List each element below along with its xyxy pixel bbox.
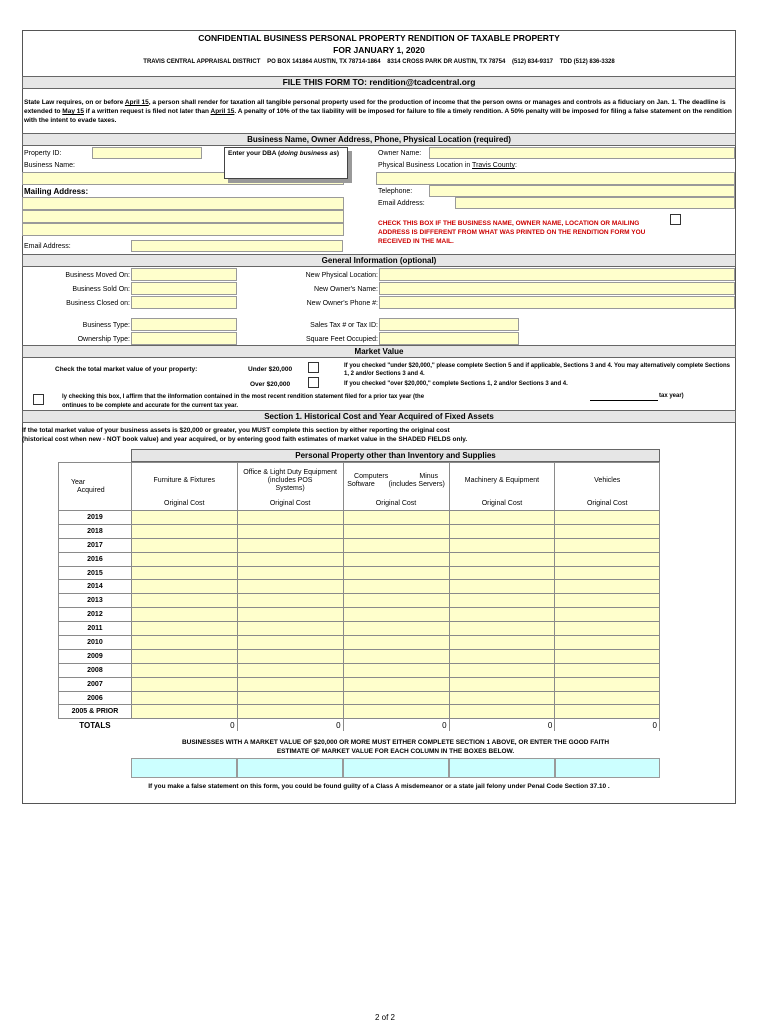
- cost-input-cell[interactable]: [449, 636, 555, 650]
- business-moved-field[interactable]: [131, 268, 237, 281]
- cost-input-cell[interactable]: [237, 524, 343, 538]
- year-header-line1: Year: [71, 478, 86, 486]
- intro-date3: April 15: [210, 108, 235, 115]
- cost-input-cell[interactable]: [343, 649, 449, 663]
- physical-location-prefix: Physical Business Location in: [378, 162, 473, 169]
- table-row: [59, 552, 660, 566]
- email-address-right-label: Email Address:: [378, 200, 425, 207]
- section1-instructions-line1: If the total market value of your business assets is $20,000 or greater, you MUST complete this section by either reporting the original cost: [22, 427, 450, 434]
- total-value-cell: 0: [131, 719, 237, 731]
- over-20000-note: If you checked "over $20,000," complete Sections 1, 2 and/or Sections 3 and 4.: [344, 381, 568, 387]
- new-owner-phone-field[interactable]: [379, 296, 735, 309]
- table-row: [59, 511, 660, 525]
- sales-tax-id-label: Sales Tax # or Tax ID:: [310, 322, 378, 329]
- totals-label: TOTALS: [59, 719, 132, 731]
- original-cost-header: Original Cost: [237, 499, 343, 511]
- cost-input-cell[interactable]: [237, 511, 343, 525]
- cost-input-cell[interactable]: [237, 663, 343, 677]
- telephone-label: Telephone:: [378, 188, 413, 195]
- cost-input-cell[interactable]: [131, 566, 237, 580]
- cost-input-cell[interactable]: [237, 622, 343, 636]
- cost-input-cell[interactable]: [131, 580, 237, 594]
- cost-input-cell[interactable]: [555, 538, 660, 552]
- table-row: [59, 622, 660, 636]
- business-sold-label: Business Sold On:: [72, 286, 130, 293]
- cost-input-cell[interactable]: [343, 524, 449, 538]
- column-header-text: Software (includes Servers): [347, 480, 445, 488]
- original-cost-header: Original Cost: [343, 499, 449, 511]
- section1-instructions-line2: (historical cost when new - NOT book value) and year acquired, or by entering good faith estimates of market value in the SHADED FIELDS only.: [22, 436, 468, 443]
- table-row: [59, 580, 660, 594]
- over-20000-label: Over $20,000: [250, 381, 291, 388]
- cost-input-cell[interactable]: [449, 552, 555, 566]
- square-feet-label: Square Feet Occupied:: [306, 336, 378, 343]
- intro-part1: State Law requires, on or before: [24, 99, 125, 106]
- owner-name-label: Owner Name:: [378, 150, 422, 157]
- cost-input-cell[interactable]: [131, 511, 237, 525]
- estimate-note-line1: BUSINESSES WITH A MARKET VALUE OF $20,000 OR MORE MUST EITHER COMPLETE SECTION 1 ABOVE, OR ENTER THE GOOD FAITH: [181, 739, 610, 746]
- column-header-text: Furniture & Fixtures: [153, 476, 215, 484]
- district-address-line: [22, 59, 736, 65]
- original-cost-header: Original Cost: [131, 499, 237, 511]
- year-cell: 2009: [59, 649, 132, 663]
- business-type-field[interactable]: [131, 318, 237, 331]
- cost-input-cell[interactable]: [343, 511, 449, 525]
- telephone-field[interactable]: [429, 185, 735, 197]
- cost-input-cell[interactable]: [237, 677, 343, 691]
- cost-input-cell[interactable]: [449, 538, 555, 552]
- original-cost-header: Original Cost: [555, 499, 660, 511]
- year-cell: 2006: [59, 691, 132, 705]
- form-title: [22, 33, 736, 55]
- cost-input-cell[interactable]: [131, 622, 237, 636]
- sales-tax-id-field[interactable]: [379, 318, 519, 331]
- cost-input-cell[interactable]: [343, 691, 449, 705]
- table-row: [59, 538, 660, 552]
- business-closed-field[interactable]: [131, 296, 237, 309]
- intro-part3: if a written request is filed not later than: [83, 108, 211, 115]
- cost-input-cell[interactable]: [237, 566, 343, 580]
- general-info-heading: General Information (optional): [22, 254, 736, 267]
- intro-paragraph: [24, 98, 732, 125]
- table-row: [59, 677, 660, 691]
- total-value-cell: 0: [555, 719, 660, 731]
- table-row: [59, 524, 660, 538]
- column-header-3: [449, 463, 555, 499]
- table-row: [59, 608, 660, 622]
- mailing-address-label: Mailing Address:: [24, 187, 89, 196]
- cost-input-cell[interactable]: [555, 608, 660, 622]
- mailing-address-line1[interactable]: [22, 197, 344, 210]
- po-box: PO BOX 141864 AUSTIN, TX 78714-1864: [267, 59, 381, 65]
- year-cell: 2013: [59, 594, 132, 608]
- column-header-text: Machinery & Equipment: [464, 476, 540, 484]
- cost-input-cell[interactable]: [131, 663, 237, 677]
- year-cell: 2015: [59, 566, 132, 580]
- cost-input-cell[interactable]: [555, 524, 660, 538]
- new-physical-location-label: New Physical Location:: [305, 272, 378, 279]
- physical-location-label: [378, 162, 517, 169]
- physical-location-suffix: :: [514, 162, 517, 169]
- column-header-text: Vehicles: [594, 476, 621, 484]
- estimate-office-field[interactable]: [237, 758, 343, 778]
- info-changed-checkbox[interactable]: [670, 214, 681, 225]
- estimate-note: [131, 738, 660, 756]
- cost-input-cell[interactable]: [343, 705, 449, 719]
- under-20000-checkbox[interactable]: [308, 362, 319, 373]
- intro-part4: . A penalty of 10% of the tax liability will be imposed for failure to file a timely rendition. A 50% penalty will be imposed for filing a false statement on the rendition with the intent to evade taxes.: [24, 108, 732, 124]
- form-title-line1: CONFIDENTIAL BUSINESS PERSONAL PROPERTY RENDITION OF TAXABLE PROPERTY: [198, 33, 560, 43]
- email-address-right-field[interactable]: [455, 197, 735, 209]
- year-cell: 2016: [59, 552, 132, 566]
- form-title-line2: FOR JANUARY 1, 2020: [333, 45, 425, 55]
- cost-input-cell[interactable]: [555, 677, 660, 691]
- cost-input-cell[interactable]: [343, 622, 449, 636]
- column-header-0: [131, 463, 237, 499]
- affirm-text: [62, 393, 582, 411]
- ownership-type-label: Ownership Type:: [77, 336, 130, 343]
- cost-input-cell[interactable]: [343, 566, 449, 580]
- year-acquired-header: [59, 463, 132, 511]
- mailing-address-line3[interactable]: [22, 223, 344, 236]
- intro-date1: April 15: [124, 99, 149, 106]
- mailing-address-line2[interactable]: [22, 210, 344, 223]
- cost-input-cell[interactable]: [131, 691, 237, 705]
- cost-input-cell[interactable]: [555, 552, 660, 566]
- fixed-assets-table: [58, 462, 660, 731]
- cost-input-cell[interactable]: [131, 538, 237, 552]
- cost-input-cell[interactable]: [449, 663, 555, 677]
- cost-input-cell[interactable]: [131, 677, 237, 691]
- cost-input-cell[interactable]: [343, 608, 449, 622]
- total-value-cell: 0: [343, 719, 449, 731]
- cost-input-cell[interactable]: [131, 705, 237, 719]
- street-address: 8314 CROSS PARK DR AUSTIN, TX 78754: [387, 59, 506, 65]
- business-type-label: Business Type:: [82, 322, 130, 329]
- cost-input-cell[interactable]: [131, 594, 237, 608]
- table-row: [59, 636, 660, 650]
- cost-input-cell[interactable]: [131, 552, 237, 566]
- column-header-2: [343, 463, 449, 499]
- year-cell: 2019: [59, 511, 132, 525]
- false-statement-warning: If you make a false statement on this form, you could be found guilty of a Class A misdemeanor or a state jail felony under Penal Code Section 37.10 .: [148, 783, 610, 790]
- estimate-machinery-field[interactable]: [449, 758, 555, 778]
- cost-input-cell[interactable]: [449, 649, 555, 663]
- cost-input-cell[interactable]: [237, 636, 343, 650]
- cost-input-cell[interactable]: [449, 622, 555, 636]
- cost-input-cell[interactable]: [237, 705, 343, 719]
- property-table-heading: Personal Property other than Inventory and Supplies: [131, 449, 660, 462]
- cost-input-cell[interactable]: [449, 677, 555, 691]
- year-cell: 2018: [59, 524, 132, 538]
- table-header-row: [59, 463, 660, 499]
- column-header-text: (includes POS: [267, 476, 313, 484]
- table-row: [59, 705, 660, 719]
- physical-location-county: Travis County: [472, 162, 515, 169]
- table-row: [59, 663, 660, 677]
- owner-section-heading: Business Name, Owner Address, Phone, Physical Location (required): [22, 133, 736, 146]
- new-owner-name-field[interactable]: [379, 282, 735, 295]
- dba-note-italic: doing business as: [280, 150, 337, 157]
- check-notice: CHECK THIS BOX IF THE BUSINESS NAME, OWNER NAME, LOCATION OR MAILING ADDRESS IS DIFFERENT FROM WHAT WAS PRINTED ON THE RENDITION FORM YOU RECEIVED IN THE MAIL.: [378, 220, 646, 245]
- column-header-text: Computers Minus: [354, 472, 439, 480]
- page-number: 2 of 2: [374, 1013, 395, 1022]
- original-cost-header: Original Cost: [449, 499, 555, 511]
- affirm-line1: ly checking this box, I affirm that the ilnformation contained in the most recent rendition statement filed for a prior tax year (the: [62, 394, 425, 400]
- estimate-furniture-field[interactable]: [131, 758, 237, 778]
- cost-input-cell[interactable]: [237, 594, 343, 608]
- year-cell: 2005 & PRIOR: [59, 705, 132, 719]
- tax-year-suffix: tax year): [659, 393, 684, 399]
- cost-input-cell[interactable]: [555, 705, 660, 719]
- cost-input-cell[interactable]: [343, 594, 449, 608]
- under-20000-note: If you checked "under $20,000," please complete Section 5 and if applicable, Sections 3 and 4. You may alternatively complete Sections 1, 2 and/or Sections 3 and 4.: [344, 363, 730, 377]
- ownership-type-field[interactable]: [131, 332, 237, 345]
- cost-input-cell[interactable]: [237, 538, 343, 552]
- cost-input-cell[interactable]: [131, 524, 237, 538]
- cost-input-cell[interactable]: [343, 580, 449, 594]
- dba-note: [224, 147, 348, 179]
- year-cell: 2014: [59, 580, 132, 594]
- year-cell: 2008: [59, 663, 132, 677]
- district-name: TRAVIS CENTRAL APPRAISAL DISTRICT: [143, 59, 261, 65]
- estimate-note-line2: ESTIMATE OF MARKET VALUE FOR EACH COLUMN IN THE BOXES BELOW.: [276, 748, 515, 755]
- square-feet-field[interactable]: [379, 332, 519, 345]
- district-phone: (512) 834-9317: [511, 59, 554, 65]
- under-20000-label: Under $20,000: [248, 366, 293, 373]
- total-value-cell: 0: [449, 719, 555, 731]
- cost-input-cell[interactable]: [343, 636, 449, 650]
- market-value-heading: Market Value: [22, 345, 736, 358]
- cost-input-cell[interactable]: [449, 524, 555, 538]
- dba-note-close: ): [336, 150, 340, 157]
- total-value-cell: 0: [237, 719, 343, 731]
- cost-input-cell[interactable]: [343, 677, 449, 691]
- column-header-text: Office & Light Duty Equipment: [243, 468, 337, 476]
- column-header-1: [237, 463, 343, 499]
- business-moved-label: Business Moved On:: [65, 272, 130, 279]
- file-to-bar: FILE THIS FORM TO: rendition@tcadcentral.org: [22, 76, 736, 89]
- table-row: [59, 649, 660, 663]
- intro-part2: , a person shall render for taxation all tangible personal property used for the production of income that the person owns or manages and controls as a fiduciary on Jan. 1. The deadline is extended to: [24, 99, 726, 115]
- cost-input-cell[interactable]: [555, 622, 660, 636]
- fixed-assets-body: [59, 463, 660, 731]
- cost-input-cell[interactable]: [555, 649, 660, 663]
- cost-input-cell[interactable]: [343, 538, 449, 552]
- cost-input-cell[interactable]: [343, 552, 449, 566]
- affirm-line2: ontinues to be complete and accurate for the current tax year.: [62, 403, 239, 409]
- new-physical-location-field[interactable]: [379, 268, 735, 281]
- totals-row: [59, 719, 660, 731]
- section1-heading: Section 1. Historical Cost and Year Acquired of Fixed Assets: [22, 410, 736, 423]
- email-address-label: Email Address:: [24, 243, 71, 250]
- business-closed-label: Business Closed on:: [66, 300, 130, 307]
- year-cell: 2007: [59, 677, 132, 691]
- cost-input-cell[interactable]: [237, 608, 343, 622]
- table-row: [59, 691, 660, 705]
- district-tdd: TDD (512) 836-3328: [559, 59, 615, 65]
- owner-name-field[interactable]: [429, 147, 735, 159]
- cost-input-cell[interactable]: [449, 705, 555, 719]
- cost-input-cell[interactable]: [449, 608, 555, 622]
- column-header-4: [555, 463, 660, 499]
- cost-input-cell[interactable]: [555, 663, 660, 677]
- cost-input-cell[interactable]: [449, 594, 555, 608]
- prior-tax-year-field[interactable]: [590, 400, 658, 401]
- cost-input-cell[interactable]: [555, 594, 660, 608]
- cost-input-cell[interactable]: [131, 608, 237, 622]
- affirm-checkbox[interactable]: [33, 394, 44, 405]
- year-cell: 2017: [59, 538, 132, 552]
- intro-date2: May 15: [62, 108, 84, 115]
- cost-input-cell[interactable]: [449, 580, 555, 594]
- cost-input-cell[interactable]: [555, 566, 660, 580]
- cost-input-cell[interactable]: [237, 691, 343, 705]
- cost-input-cell[interactable]: [449, 691, 555, 705]
- email-address-field[interactable]: [131, 240, 343, 252]
- business-sold-field[interactable]: [131, 282, 237, 295]
- over-20000-checkbox[interactable]: [308, 377, 319, 388]
- dba-note-text: Enter your DBA (: [228, 150, 281, 157]
- year-header-line2: Acquired: [77, 486, 105, 494]
- year-cell: 2011: [59, 622, 132, 636]
- year-cell: 2010: [59, 636, 132, 650]
- cost-input-cell[interactable]: [555, 511, 660, 525]
- physical-location-field[interactable]: [376, 172, 735, 185]
- section1-instructions: [22, 426, 736, 444]
- estimate-row: [131, 758, 660, 778]
- estimate-computers-field[interactable]: [343, 758, 449, 778]
- cost-input-cell[interactable]: [131, 636, 237, 650]
- check-total-label: Check the total market value of your property:: [55, 366, 198, 373]
- table-row: [59, 594, 660, 608]
- column-header-text: Systems): [275, 484, 305, 492]
- cost-input-cell[interactable]: [555, 580, 660, 594]
- year-cell: 2012: [59, 608, 132, 622]
- cost-input-cell[interactable]: [449, 511, 555, 525]
- table-subheader-row: [59, 499, 660, 511]
- business-name-label: Business Name:: [24, 162, 75, 169]
- cost-input-cell[interactable]: [237, 580, 343, 594]
- cost-input-cell[interactable]: [555, 636, 660, 650]
- cost-input-cell[interactable]: [555, 691, 660, 705]
- cost-input-cell[interactable]: [449, 566, 555, 580]
- property-id-field[interactable]: [92, 147, 202, 159]
- property-id-label: Property ID:: [24, 150, 62, 157]
- cost-input-cell[interactable]: [237, 552, 343, 566]
- cost-input-cell[interactable]: [237, 649, 343, 663]
- estimate-vehicles-field[interactable]: [555, 758, 660, 778]
- table-row: [59, 566, 660, 580]
- cost-input-cell[interactable]: [343, 663, 449, 677]
- new-owner-name-label: New Owner's Name:: [314, 286, 378, 293]
- cost-input-cell[interactable]: [131, 649, 237, 663]
- new-owner-phone-label: New Owner's Phone #:: [306, 300, 378, 307]
